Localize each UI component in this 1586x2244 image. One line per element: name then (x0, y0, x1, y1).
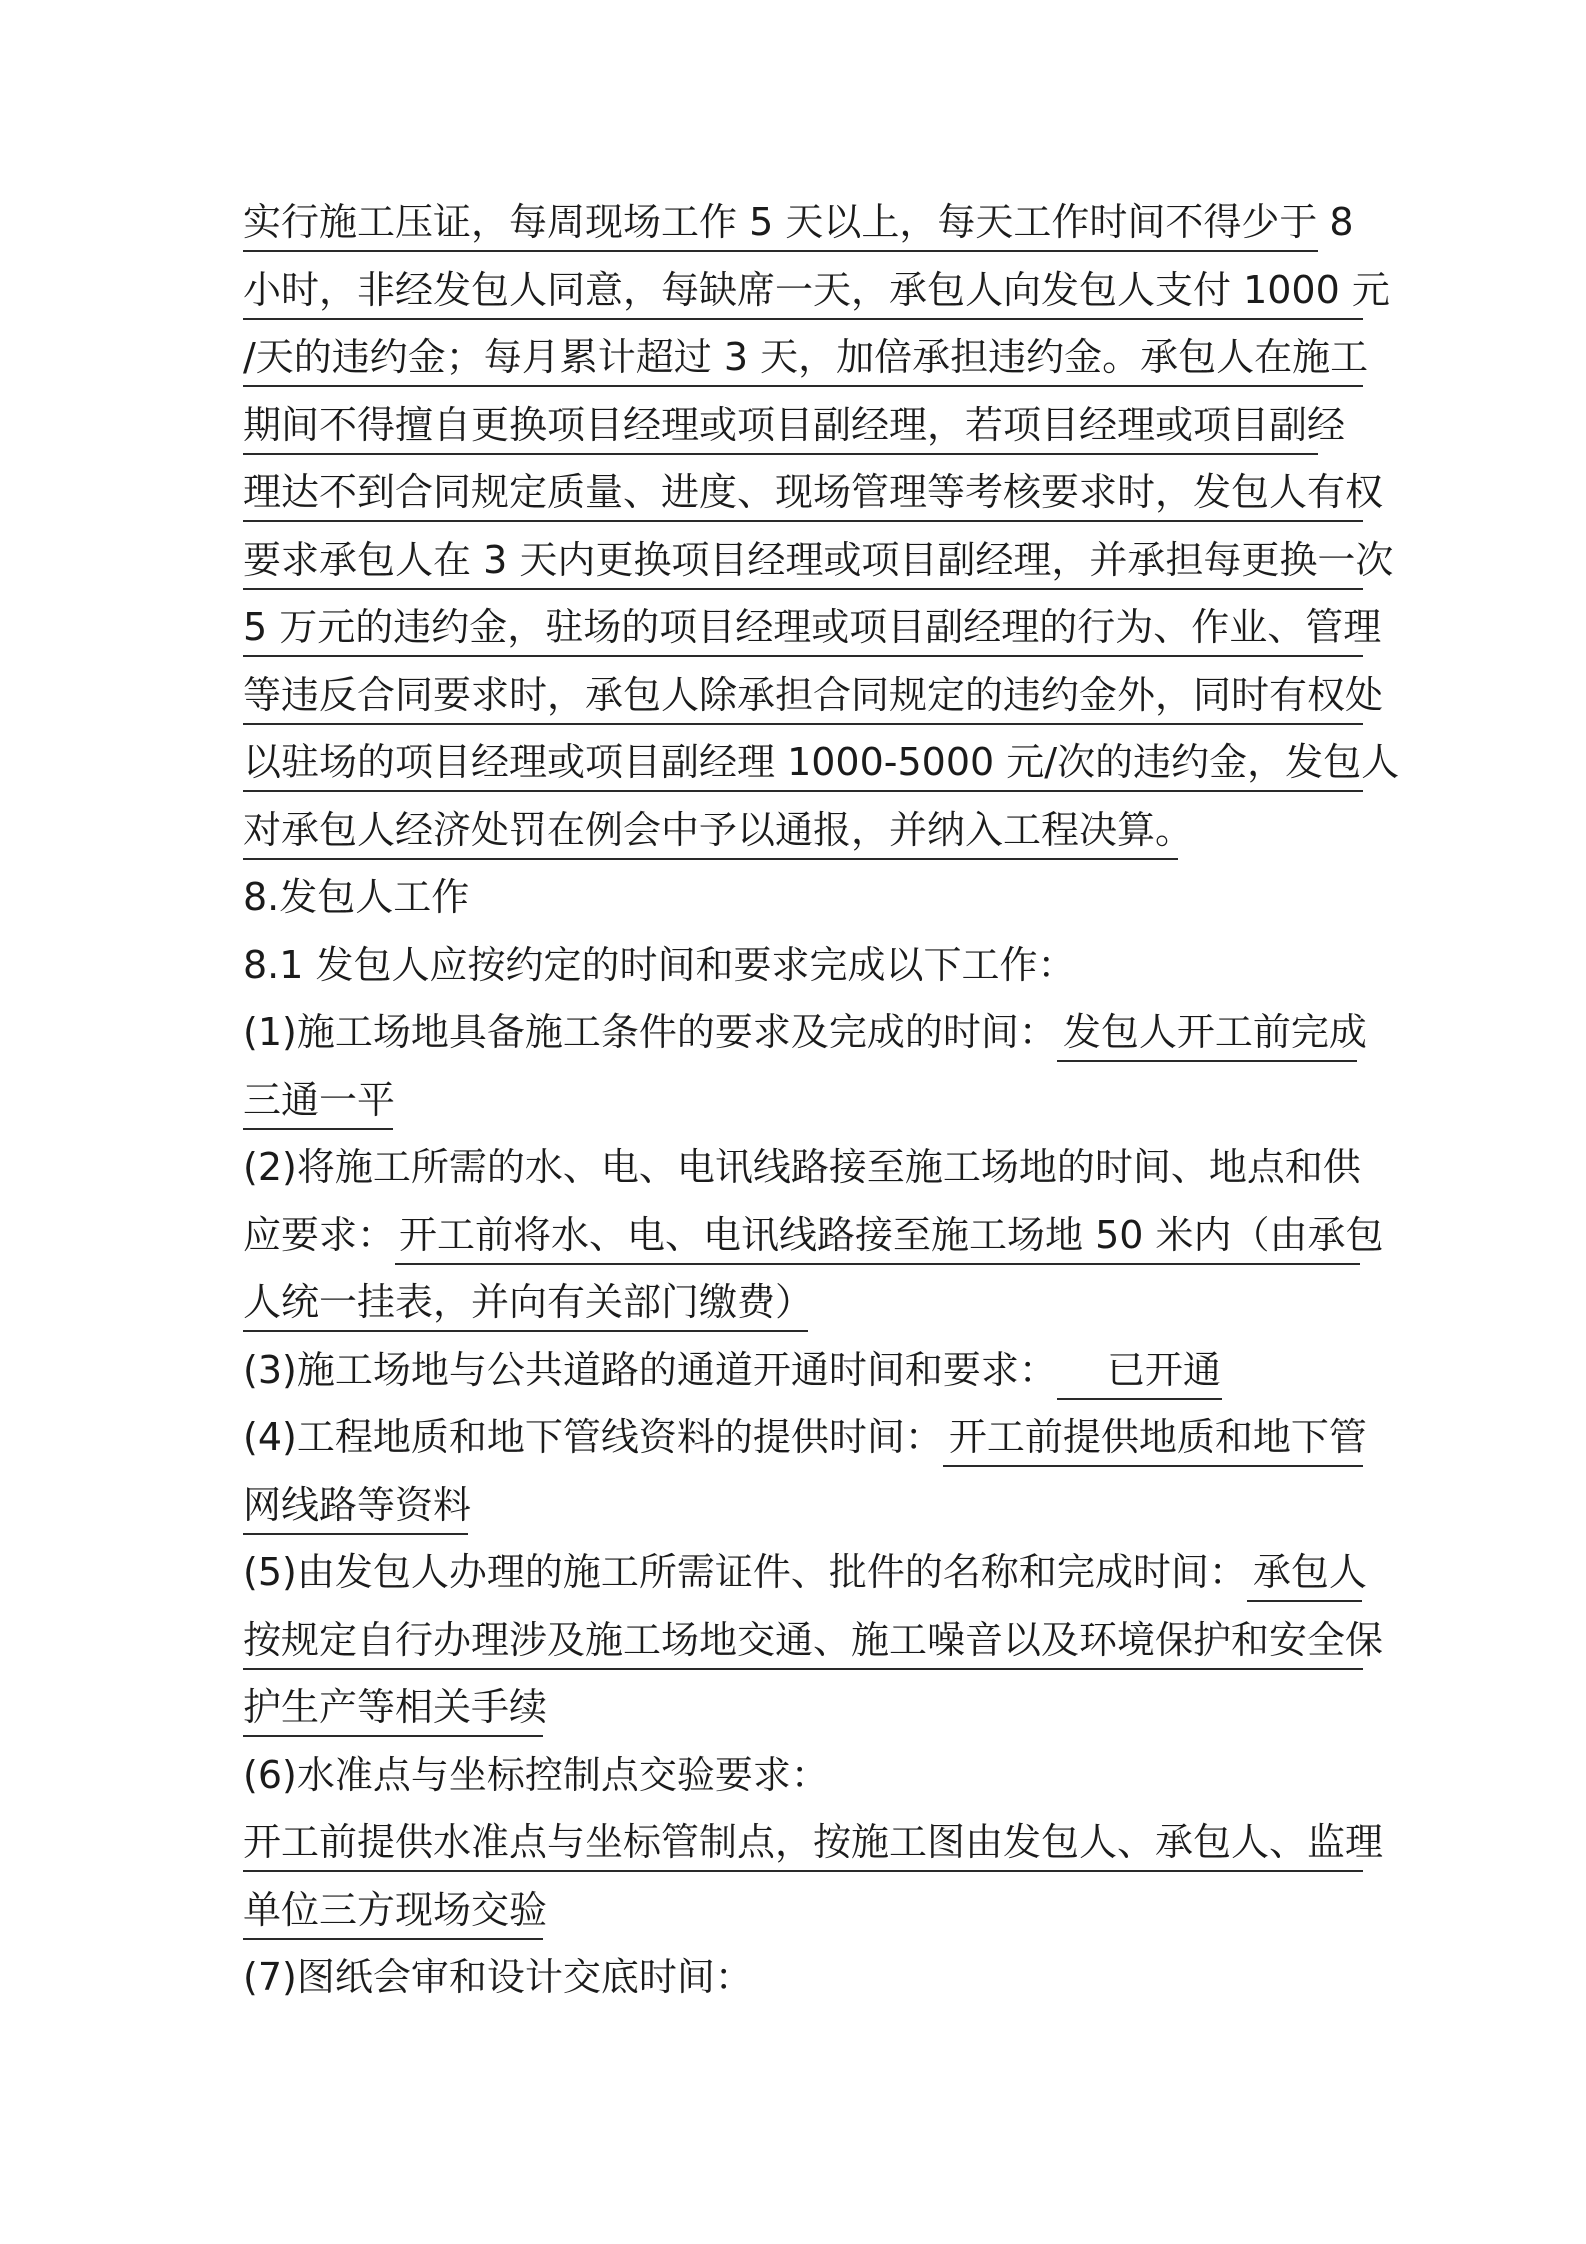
item-2-value: 人统一挂表，并向有关部门缴费） (243, 1272, 808, 1332)
paragraph-line (243, 800, 1363, 868)
item-3-label: (3)施工场地与公共道路的通道开通时间和要求： (243, 1347, 1057, 1392)
item-6-value: 单位三方现场交验 (243, 1880, 543, 1940)
item-6-value: 开工前提供水准点与坐标管制点，按施工图由发包人、承包人、监理 (243, 1812, 1363, 1872)
section-intro (243, 935, 1363, 1003)
item-2-line (243, 1272, 1363, 1340)
underlined-text: 期间不得擅自更换项目经理或项目副经理，若项目经理或项目副经 (243, 395, 1318, 455)
document-body (243, 192, 1400, 2015)
item-3-line (243, 1340, 1363, 1408)
item-5-line (243, 1677, 1363, 1745)
paragraph-line (243, 732, 1400, 800)
item-1-line (243, 1070, 1363, 1138)
underlined-text: 理达不到合同规定质量、进度、现场管理等考核要求时，发包人有权 (243, 462, 1363, 522)
item-6-line (243, 1812, 1384, 1880)
item-2-label: 应要求： (243, 1212, 396, 1257)
item-4-value: 开工前提供地质和地下管 (943, 1407, 1363, 1467)
item-2-line (243, 1137, 1363, 1205)
item-1-label: (1)施工场地具备施工条件的要求及完成的时间： (243, 1010, 1057, 1054)
item-2-label: (2)将施工所需的水、电、电讯线路接至施工场地的时间、地点和供 (243, 1145, 1361, 1189)
section-intro-text: 8.1 发包人应按约定的时间和要求完成以下工作： (243, 942, 1076, 987)
item-4-line (243, 1407, 1367, 1475)
item-7-line (243, 1947, 1363, 2015)
item-4-label: (4)工程地质和地下管线资料的提供时间： (243, 1415, 943, 1459)
underlined-text: 对承包人经济处罚在例会中予以通报，并纳入工程决算。 (243, 800, 1178, 860)
paragraph-line (243, 462, 1384, 530)
item-5-label: (5)由发包人办理的施工所需证件、批件的名称和完成时间： (243, 1550, 1247, 1594)
item-5-line (243, 1610, 1384, 1678)
underlined-text: 要求承包人在 3 天内更换项目经理或项目副经理，并承担每更换一次 (243, 530, 1363, 590)
item-5-value: 护生产等相关手续 (243, 1677, 543, 1737)
paragraph-line (243, 597, 1382, 665)
item-1-value: 发包人开工前完成 (1057, 1002, 1357, 1062)
item-5-value: 承包人 (1247, 1542, 1362, 1602)
item-5-line (243, 1542, 1367, 1610)
underlined-text: 5 万元的违约金，驻场的项目经理或项目副经理的行为、作业、管理 (243, 597, 1363, 657)
underlined-text: 以驻场的项目经理或项目副经理 1000-5000 元/次的违约金，发包人 (243, 732, 1363, 792)
underlined-text: /天的违约金；每月累计超过 3 天，加倍承担违约金。承包人在施工 (243, 327, 1363, 387)
paragraph-line (243, 260, 1390, 328)
paragraph-line (243, 665, 1384, 733)
item-7-label: (7)图纸会审和设计交底时间： (243, 1955, 753, 1999)
paragraph-line (243, 192, 1363, 260)
section-heading (243, 867, 1363, 935)
item-1-line (243, 1002, 1367, 1070)
paragraph-line (243, 327, 1369, 395)
paragraph-line (243, 395, 1363, 463)
item-4-value: 网线路等资料 (243, 1475, 468, 1535)
item-2-value: 开工前将水、电、电讯线路接至施工场地 50 米内（由承包 (395, 1205, 1360, 1265)
item-4-line (243, 1475, 1363, 1543)
item-2-line (243, 1205, 1384, 1273)
underlined-text: 小时，非经发包人同意，每缺席一天，承包人向发包人支付 1000 元 (243, 260, 1363, 320)
item-6-label: (6)水准点与坐标控制点交验要求： (243, 1752, 829, 1797)
item-5-value: 按规定自行办理涉及施工场地交通、施工噪音以及环境保护和安全保 (243, 1610, 1363, 1670)
item-6-line (243, 1745, 1363, 1813)
paragraph-line (243, 530, 1394, 598)
section-heading-text: 8.发包人工作 (243, 875, 470, 919)
underlined-text: 实行施工压证，每周现场工作 5 天以上，每天工作时间不得少于 8 (243, 192, 1318, 252)
item-3-value: 已开通 (1057, 1340, 1222, 1400)
item-1-value: 三通一平 (243, 1070, 393, 1130)
underlined-text: 等违反合同要求时，承包人除承担合同规定的违约金外，同时有权处 (243, 665, 1363, 725)
item-6-line (243, 1880, 1363, 1948)
